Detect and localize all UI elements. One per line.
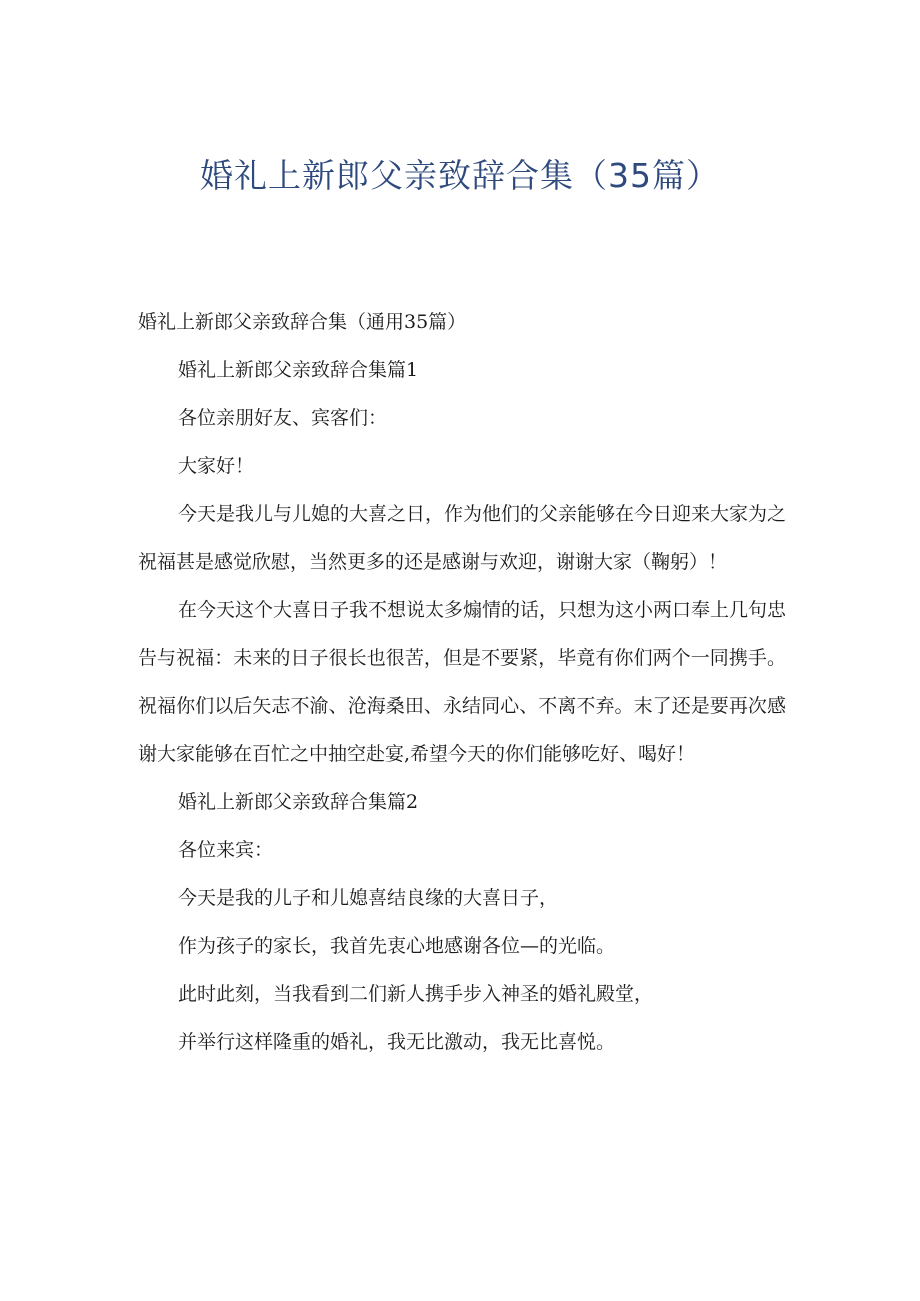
body-paragraph: 此时此刻，当我看到二们新人携手步入神圣的婚礼殿堂， <box>178 983 654 1005</box>
body-paragraph: 在今天这个大喜日子我不想说太多煽情的话，只想为这小两口奉上几句忠告与祝福：未来的日子很长也很苦，但是不要紧，毕竟有你们两个一同携手。祝福你们以后矢志不渝、沧海桑田、永结同心、不离不弃。末了还是要再次感谢大家能够在百忙之中抽空赴宴,希望今天的你们能够吃好、喝好！ <box>138 599 787 765</box>
body-paragraph: 今天是我儿与儿媳的大喜之日，作为他们的父亲能够在今日迎来大家为之祝福甚是感觉欣慰，当然更多的还是感谢与欢迎，谢谢大家（鞠躬）！ <box>138 503 787 573</box>
body-paragraph: 作为孩子的家长，我首先衷心地感谢各位—的光临。 <box>178 935 616 957</box>
body-paragraph: 并举行这样隆重的婚礼，我无比激动，我无比喜悦。 <box>178 1031 616 1053</box>
salutation-paragraph: 各位来宾： <box>178 839 274 861</box>
body-paragraph: 今天是我的儿子和儿媳喜结良缘的大喜日子， <box>178 887 559 909</box>
section-heading-1: 婚礼上新郎父亲致辞合集篇1 <box>178 359 419 381</box>
document-body <box>138 298 786 1066</box>
salutation-paragraph: 各位亲朋好友、宾客们： <box>178 407 388 429</box>
greeting-paragraph: 大家好！ <box>178 455 255 477</box>
document-title: 婚礼上新郎父亲致辞合集（35篇） <box>200 156 720 195</box>
section-heading-2: 婚礼上新郎父亲致辞合集篇2 <box>178 791 419 813</box>
subtitle-paragraph: 婚礼上新郎父亲致辞合集（通用35篇） <box>138 311 467 333</box>
